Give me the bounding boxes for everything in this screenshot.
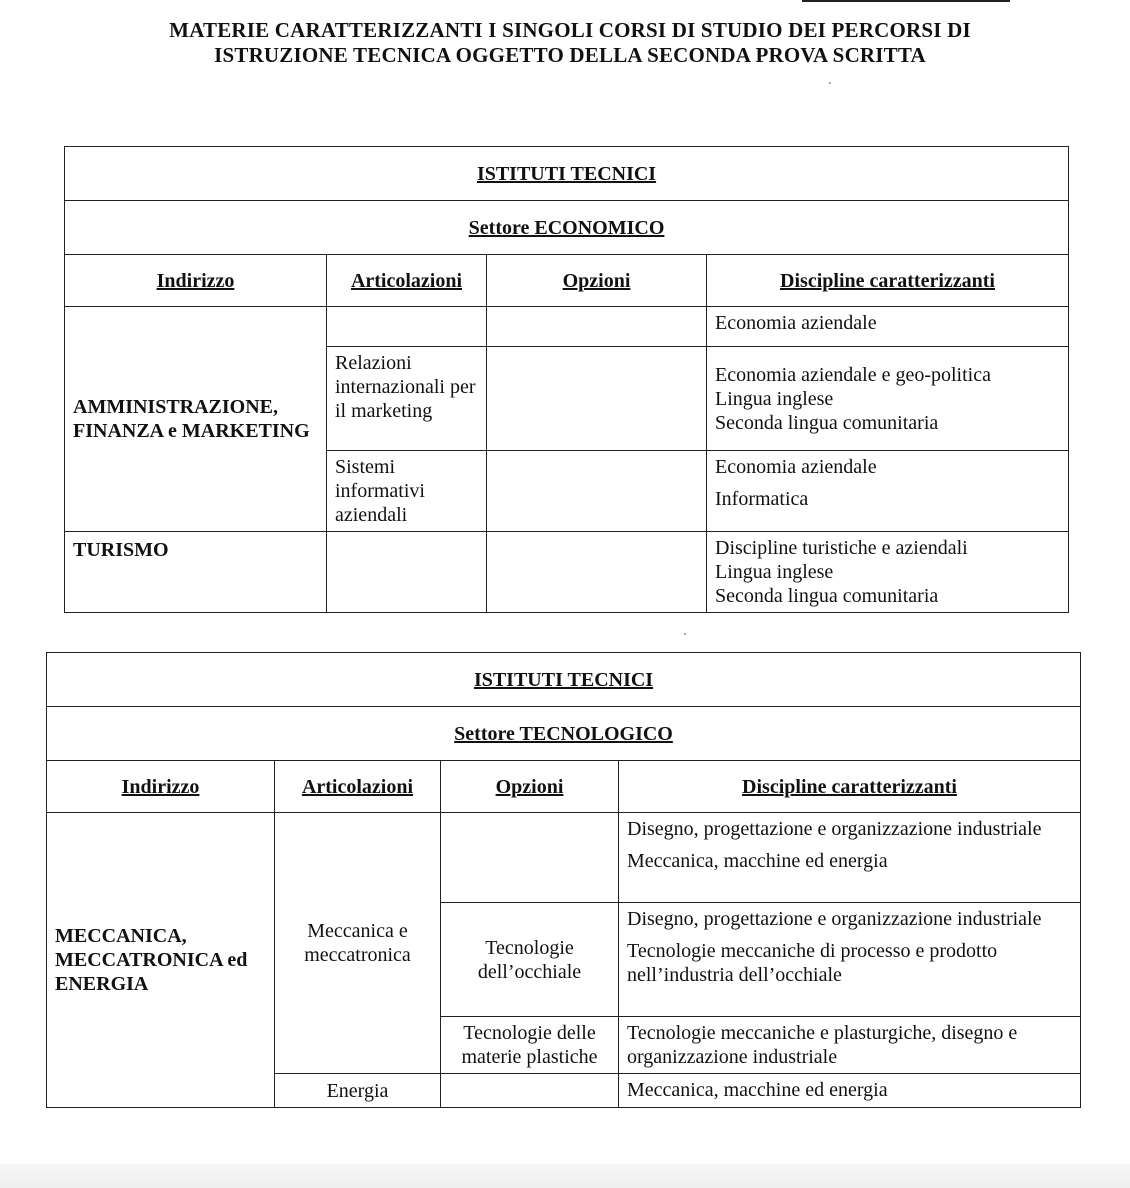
discipline-cell (619, 813, 1081, 903)
column-header-articolazioni: Articolazioni (327, 255, 487, 307)
top-rule (802, 0, 1010, 2)
opzione-cell (441, 813, 619, 903)
discipline-cell (619, 1074, 1081, 1108)
discipline-item: Tecnologie meccaniche di processo e prodotto nell’industria dell’occhiale (627, 940, 998, 986)
table-economico (64, 146, 1069, 613)
table-tecnologico (46, 652, 1081, 1108)
discipline-cell (707, 347, 1069, 451)
table-heading: ISTITUTI TECNICI (47, 653, 1081, 707)
table-row (65, 307, 1069, 347)
table-heading: ISTITUTI TECNICI (65, 147, 1069, 201)
discipline-cell (619, 903, 1081, 1017)
discipline-cell (707, 532, 1069, 613)
opzione-cell (487, 532, 707, 613)
articolazione-cell: Relazioni internazionali per il marketing (327, 347, 487, 451)
sector-heading: Settore TECNOLOGICO (47, 707, 1081, 761)
column-header-articolazioni: Articolazioni (275, 761, 441, 813)
document-title (120, 18, 1020, 68)
articolazione-cell (327, 307, 487, 347)
opzione-cell (487, 347, 707, 451)
discipline-cell (619, 1017, 1081, 1074)
discipline-item: Seconda lingua comunitaria (715, 585, 939, 607)
column-header-indirizzo: Indirizzo (65, 255, 327, 307)
discipline-item: Economia aziendale (715, 456, 877, 478)
table-row (65, 532, 1069, 613)
indirizzo-cell: AMMINISTRAZIONE, FINANZA e MARKETING (65, 307, 327, 532)
indirizzo-cell: MECCANICA, MECCATRONICA ed ENERGIA (47, 813, 275, 1108)
opzione-cell (487, 451, 707, 532)
discipline-item: Disegno, progettazione e organizzazione industriale (627, 908, 1042, 930)
column-header-indirizzo: Indirizzo (47, 761, 275, 813)
indirizzo-cell: TURISMO (65, 532, 327, 613)
discipline-item: Economia aziendale (715, 312, 877, 334)
opzione-cell (487, 307, 707, 347)
articolazione-cell: Meccanica e meccatronica (275, 813, 441, 1074)
scan-speck (684, 633, 686, 635)
discipline-cell (707, 307, 1069, 347)
page-bottom-edge (0, 1164, 1130, 1188)
column-header-opzioni: Opzioni (487, 255, 707, 307)
discipline-item: Informatica (715, 488, 809, 510)
discipline-item: Disegno, progettazione e organizzazione industriale (627, 818, 1042, 840)
column-header-discipline: Discipline caratterizzanti (619, 761, 1081, 813)
title-line-2: ISTRUZIONE TECNICA OGGETTO DELLA SECONDA PROVA SCRITTA (214, 43, 926, 67)
column-header-discipline: Discipline caratterizzanti (707, 255, 1069, 307)
discipline-item: Meccanica, macchine ed energia (627, 1079, 888, 1101)
discipline-item: Economia aziendale e geo-politica (715, 363, 991, 386)
discipline-item: Lingua inglese (715, 561, 834, 583)
articolazione-cell: Energia (275, 1074, 441, 1108)
discipline-item: Discipline turistiche e aziendali (715, 537, 968, 559)
discipline-item: Seconda lingua comunitaria (715, 411, 939, 434)
discipline-cell (707, 451, 1069, 532)
opzione-cell (441, 1074, 619, 1108)
table-row (47, 813, 1081, 903)
articolazione-cell: Sistemi informativi aziendali (327, 451, 487, 532)
articolazione-cell (327, 532, 487, 613)
sector-heading: Settore ECONOMICO (65, 201, 1069, 255)
scan-speck (829, 82, 831, 84)
discipline-item: Meccanica, macchine ed energia (627, 850, 888, 872)
opzione-cell: Tecnologie dell’occhiale (441, 903, 619, 1017)
opzione-cell: Tecnologie delle materie plastiche (441, 1017, 619, 1074)
discipline-item: Lingua inglese (715, 387, 834, 410)
discipline-item: Tecnologie meccaniche e plasturgiche, disegno e organizzazione industriale (627, 1022, 1018, 1068)
column-header-opzioni: Opzioni (441, 761, 619, 813)
title-line-1: MATERIE CARATTERIZZANTI I SINGOLI CORSI DI STUDIO DEI PERCORSI DI (169, 18, 971, 42)
